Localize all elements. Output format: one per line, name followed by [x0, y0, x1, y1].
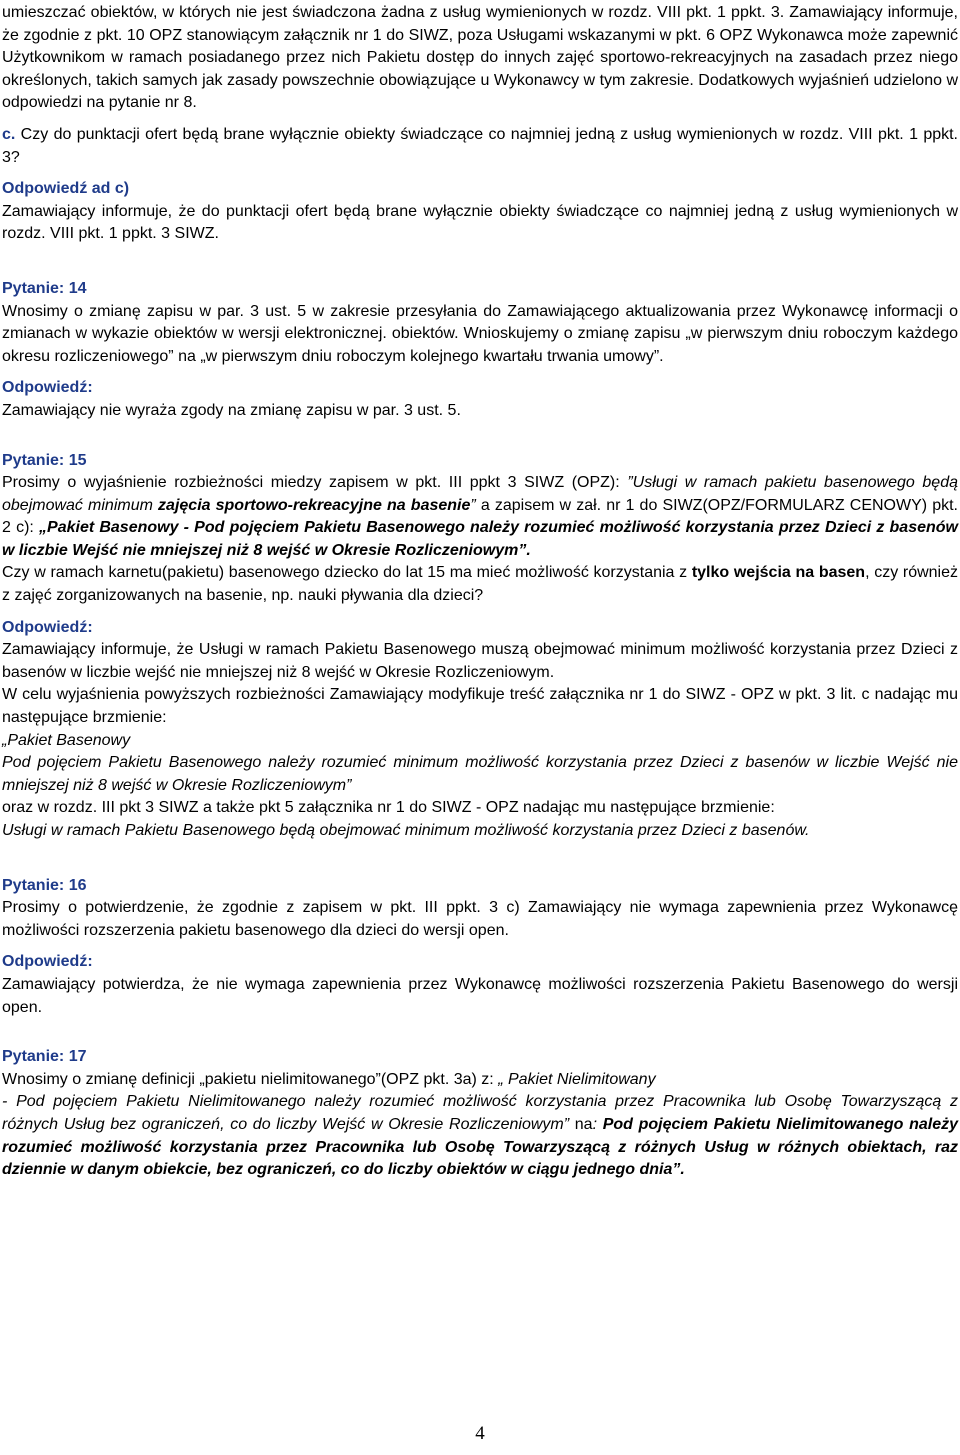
paragraph-continuation: umieszczać obiektów, w których nie jest świadczona żadna z usług wymienionych w rozdz. VIII pkt. 1 ppkt. 3. Zamawiający informuje, że zgodnie z pkt. 10 OPZ stanowiącym załącznik nr 1 do SIWZ, poza Usługami wskazanymi w pkt. 6 OPZ Wykonawca może zapewnić Użytkownikom w ramach posiadanego przez nich Pakietu dostęp do innych zajęć sportowo-rekreacyjnych na zasadach przez niego określonych, takich samych jak zasady powszechnie obowiązujące u Wykonawcy w tym zakresie. Dodatkowych wyjaśnień udzielono w odpowiedzi na pytanie nr 8.	[2, 4, 958, 112]
answer-16-heading: Odpowiedź:	[2, 953, 93, 971]
answer-14-heading: Odpowiedź:	[2, 379, 93, 397]
question-15-followup	[2, 562, 958, 607]
q17-old-definition: - Pod pojęciem Pakietu Nielimitowanego należy rozumieć możliwość korzystania przez Pracownika lub Osobę Towarzyszącą z różnych Usług bez ograniczeń, co do liczby Wejść w Okresie Rozliczeniowym”	[2, 1093, 958, 1133]
question-14-heading: Pytanie: 14	[2, 279, 87, 297]
q15-quote-bold: zajęcia sportowo-rekreacyjne na basenie	[158, 496, 471, 514]
question-15-heading: Pytanie: 15	[2, 451, 87, 469]
q15-text-4: , czy również z zajęć zorganizowanych na basenie, np. nauki pływania dla dzieci?	[2, 564, 959, 605]
q15-text-1: Prosimy o wyjaśnienie rozbieżności miedzy zapisem w pkt. III ppkt 3 SIWZ (OPZ):	[2, 474, 628, 492]
q15-text-3: Czy w ramach karnetu(pakietu) basenowego dziecko do lat 15 ma mieć możliwość korzystania z	[2, 564, 692, 582]
answer-15-text-3: oraz w rozdz. III pkt 3 SIWZ a także pkt 5 załącznika nr 1 do SIWZ - OPZ nadając mu następujące brzmienie:	[2, 799, 775, 817]
q17-text-1: Wnosimy o zmianę definicji „pakietu nielimitowanego”(OPZ pkt. 3a) z:	[2, 1070, 499, 1088]
question-15-text	[2, 472, 958, 562]
question-14-text: Wnosimy o zmianę zapisu w par. 3 ust. 5 w zakresie przesyłania do Zamawiającego aktualizowania przez Wykonawcę informacji o zmianach w wykazie obiektów w wersji elektronicznej. obiektów. Wnioskujemy o zmianę zapisu „w pierwszym dniu roboczym każdego okresu rozliczeniowego” na „w pierwszym dniu roboczym kolejnego kwartału trwania umowy”.	[2, 302, 958, 365]
q17-colon: :	[592, 1115, 603, 1133]
question-c	[2, 124, 958, 169]
answer-15-quote-title: „Pakiet Basenowy	[2, 731, 131, 749]
question-17-body	[2, 1091, 958, 1181]
q15-quote-close: ”	[470, 496, 476, 514]
question-c-label: c.	[2, 125, 16, 143]
question-17-intro	[2, 1069, 958, 1092]
question-c-text: Czy do punktacji ofert będą brane wyłącznie obiekty świadczące co najmniej jedną z usług wymienionych w rozdz. VIII pkt. 1 ppkt. 3?	[2, 125, 958, 166]
question-16-heading: Pytanie: 16	[2, 876, 87, 894]
q15-bold-phrase: tylko wejścia na basen	[691, 564, 866, 582]
q15-quote-italic: ”Usługi w ramach pakietu basenowego będą obejmować minimum	[2, 474, 959, 514]
answer-c-text: Zamawiający informuje, że do punktacji ofert będą brane wyłącznie obiekty świadczące co najmniej jedną z usług wymienionych w rozdz. VIII pkt. 1 ppkt. 3 SIWZ.	[2, 202, 958, 243]
answer-15-quote-2: Usługi w ramach Pakietu Basenowego będą obejmować minimum możliwość korzystania przez Dzieci z basenów.	[2, 822, 810, 839]
answer-c-heading: Odpowiedź ad c)	[2, 180, 130, 198]
answer-15-heading: Odpowiedź:	[2, 618, 93, 636]
q15-text-2: a zapisem w zał. nr 1 do SIWZ(OPZ/FORMULARZ CENOWY) pkt. 2 c):	[2, 496, 959, 537]
page-number: 4	[475, 1423, 485, 1444]
question-16-text: Prosimy o potwierdzenie, że zgodnie z zapisem w pkt. III ppkt. 3 c) Zamawiający nie wymaga zapewnienia przez Wykonawcę możliwości rozszerzenia pakietu basenowego dla dzieci do wersji open.	[2, 899, 958, 939]
answer-16-text: Zamawiający potwierdza, że nie wymaga zapewnienia przez Wykonawcę możliwości rozszerzenia Pakietu Basenowego do wersji open.	[2, 975, 958, 1016]
q17-new-definition: Pod pojęciem Pakietu Nielimitowanego należy rozumieć możliwość korzystania przez Pracownika lub Osobę Towarzyszącą z różnych Usług w różnych obiektach, raz dziennie w danym obiekcie, bez ograniczeń, co do liczby obiektów w ciągu jednego dnia”.	[2, 1115, 959, 1179]
answer-15-text-2: W celu wyjaśnienia powyższych rozbieżności Zamawiający modyfikuje treść załącznika nr 1 do SIWZ - OPZ w pkt. 3 lit. c nadając mu następujące brzmienie:	[2, 686, 958, 727]
answer-15-text-1: Zamawiający informuje, że Usługi w ramach Pakietu Basenowego muszą obejmować minimum możliwość korzystania przez Dzieci z basenów w liczbie wejść nie mniejszej niż 8 wejść w Okresie Rozliczeniowym.	[2, 641, 958, 681]
q17-pakiet-title: „ Pakiet Nielimitowany	[498, 1070, 656, 1088]
q15-pakiet-definition: „Pakiet Basenowy - Pod pojęciem Pakietu Basenowego należy rozumieć możliwość korzystania przez Dzieci z basenów w liczbie Wejść nie mniejszej niż 8 wejść w Okresie Rozliczeniowym”.	[2, 519, 958, 559]
q17-na: na	[569, 1115, 593, 1133]
answer-15-quote-body: Pod pojęciem Pakietu Basenowego należy rozumieć minimum możliwość korzystania przez Dzieci z basenów w liczbie Wejść nie mniejszej niż 8 wejść w Okresie Rozliczeniowym”	[2, 754, 958, 794]
answer-14-text: Zamawiający nie wyraża zgody na zmianę zapisu w par. 3 ust. 5.	[2, 401, 461, 419]
question-17-heading: Pytanie: 17	[2, 1048, 87, 1066]
